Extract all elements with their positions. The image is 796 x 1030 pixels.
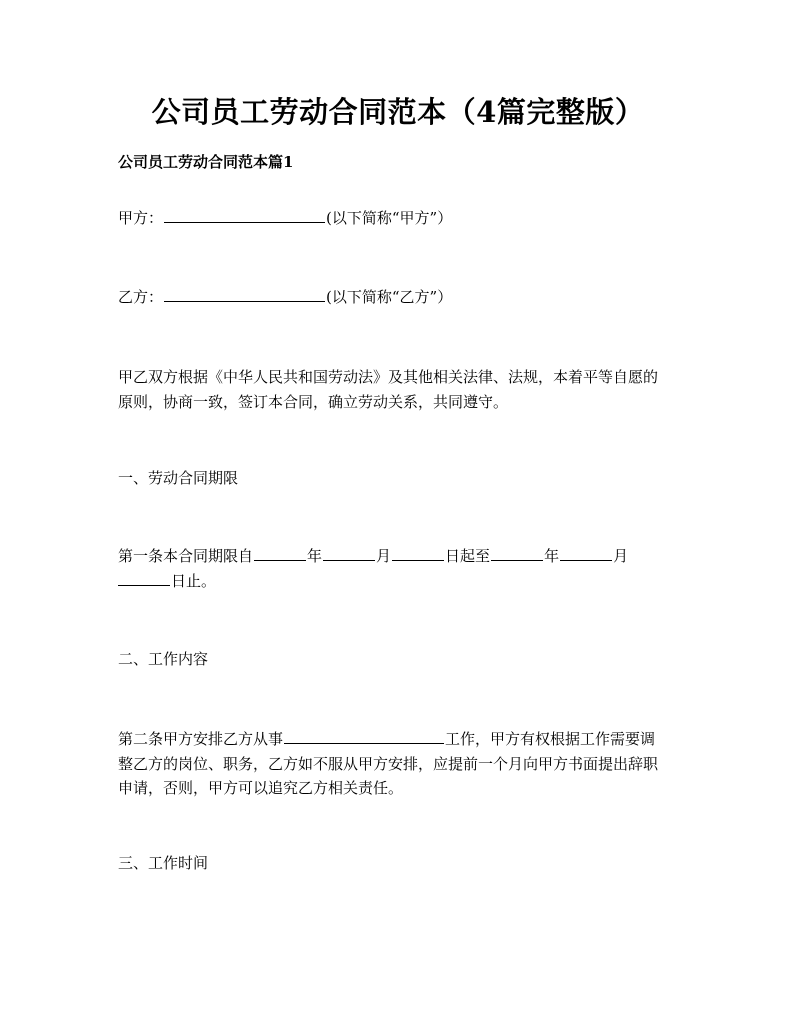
start-year-blank — [254, 545, 306, 561]
section2-clause-line-1 — [118, 728, 655, 750]
start-month-blank — [323, 545, 375, 561]
party-a-suffix: (以下简称“甲方”） — [326, 209, 453, 227]
end-day-blank — [118, 570, 170, 586]
end-day-label: 日止。 — [171, 572, 217, 590]
intro-line-1: 甲乙双方根据《中华人民共和国劳动法》及其他相关法律、法规，本着平等自愿的 — [118, 368, 659, 386]
start-year-label: 年 — [307, 547, 323, 565]
section1-clause-prefix: 第一条本合同期限自 — [118, 547, 254, 565]
section2-clause-rest: 工作，甲方有权根据工作需要调 — [445, 730, 656, 748]
section1-clause-line-2 — [118, 570, 216, 592]
party-b-suffix: (以下简称“乙方”） — [326, 288, 453, 306]
intro-line-2: 原则，协商一致，签订本合同，确立劳动关系，共同遵守。 — [118, 393, 509, 411]
party-b-label: 乙方： — [118, 288, 164, 306]
party-b-line — [118, 286, 452, 308]
document-title: 公司员工劳动合同范本（4篇完整版） — [151, 95, 645, 129]
start-day-blank — [392, 545, 444, 561]
job-blank — [284, 728, 444, 744]
section2-clause-line-3: 申请，否则，甲方可以追究乙方相关责任。 — [118, 779, 404, 797]
section1-heading: 一、劳动合同期限 — [118, 469, 239, 487]
start-month-label: 月 — [376, 547, 392, 565]
end-year-label: 年 — [544, 547, 560, 565]
end-year-blank — [491, 545, 543, 561]
party-a-line — [118, 207, 452, 229]
section3-heading: 三、工作时间 — [118, 854, 209, 872]
party-b-blank — [164, 286, 325, 302]
section-subtitle: 公司员工劳动合同范本篇1 — [118, 153, 294, 171]
section2-clause-prefix: 第二条甲方安排乙方从事 — [118, 730, 284, 748]
section1-clause-line-1 — [118, 545, 628, 567]
party-a-blank — [164, 207, 325, 223]
start-day-label: 日起至 — [445, 547, 491, 565]
end-month-blank — [560, 545, 612, 561]
section2-heading: 二、工作内容 — [118, 650, 209, 668]
section2-clause-line-2: 整乙方的岗位、职务，乙方如不服从甲方安排，应提前一个月向甲方书面提出辞职 — [118, 755, 659, 773]
end-month-label: 月 — [613, 547, 629, 565]
party-a-label: 甲方： — [118, 209, 164, 227]
